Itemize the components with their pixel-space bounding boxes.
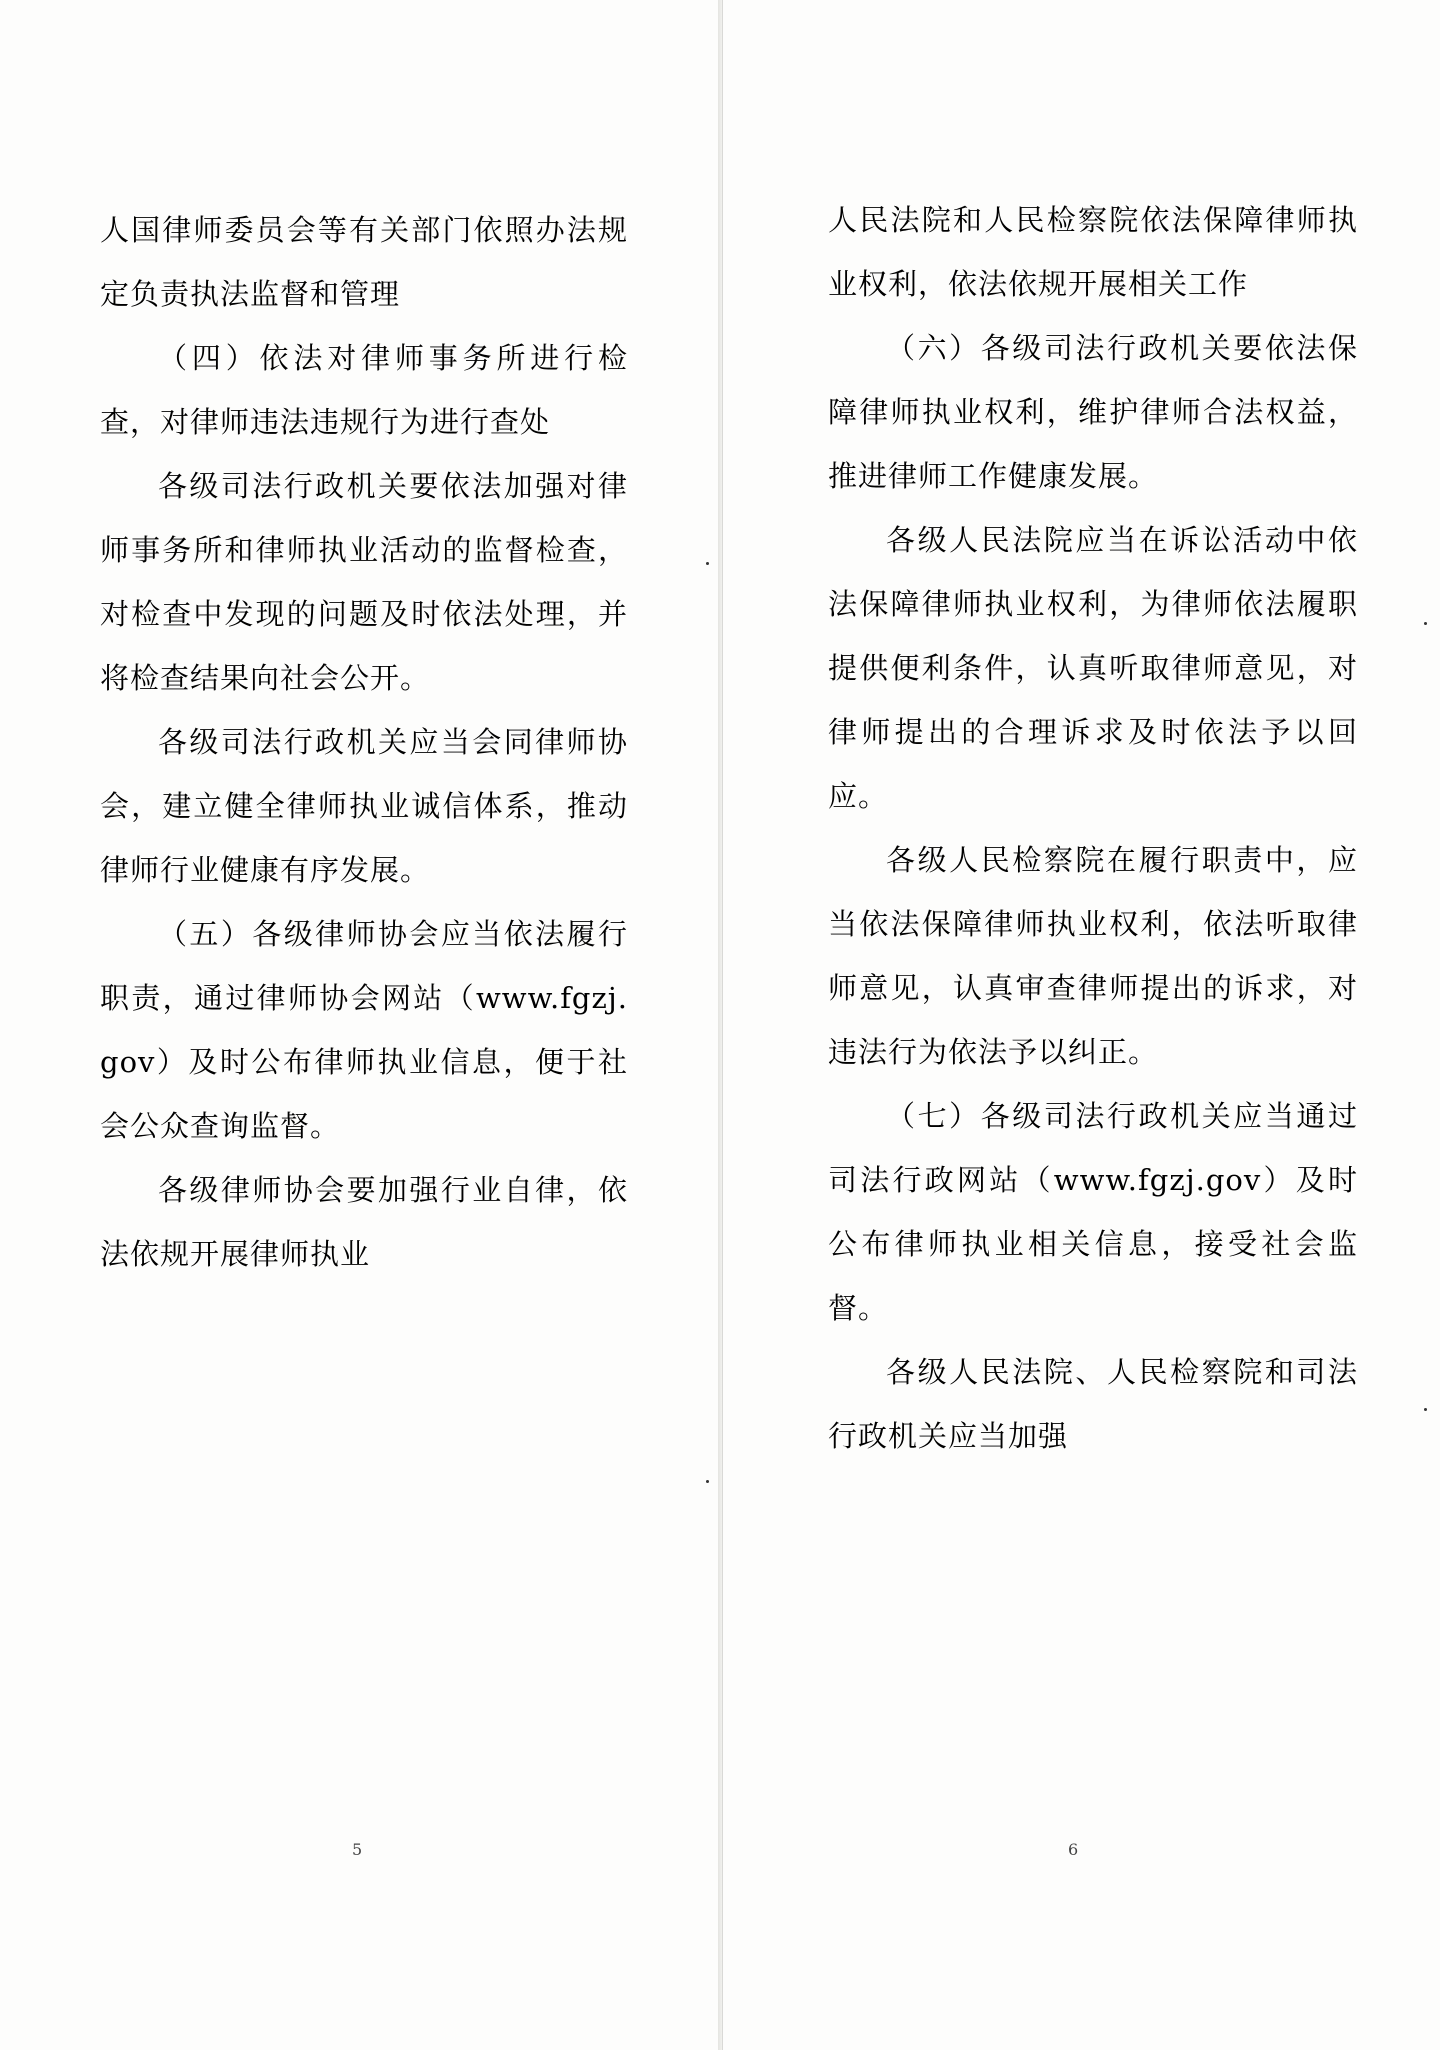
right-paragraph-6: 各级人民法院、人民检察院和司法行政机关应当加强 (828, 1355, 1358, 1453)
right-paragraph-3: 各级人民法院应当在诉讼活动中依法保障律师执业权利，为律师依法履职提供便利条件，认真听取律师意见，对律师提出的合理诉求及时依法予以回应。 (828, 523, 1358, 813)
left-paragraph-6: 各级律师协会要加强行业自律，依法依规开展律师执业 (100, 1173, 628, 1271)
right-page-number: 6 (1068, 1840, 1079, 1859)
left-paragraph-2: （四）依法对律师事务所进行检查，对律师违法违规行为进行查处 (100, 341, 628, 439)
scan-speck (1424, 1408, 1427, 1411)
left-paragraph-3: 各级司法行政机关要依法加强对律师事务所和律师执业活动的监督检查，对检查中发现的问题及时依法处理，并将检查结果向社会公开。 (100, 469, 628, 695)
right-paragraph-4: 各级人民检察院在履行职责中，应当依法保障律师执业权利，依法听取律师意见，认真审查律师提出的诉求，对违法行为依法予以纠正。 (828, 843, 1358, 1069)
left-page (0, 0, 718, 2050)
scan-speck (1424, 622, 1427, 625)
right-paragraph-1: 人民法院和人民检察院依法保障律师执业权利，依法依规开展相关工作 (828, 203, 1358, 301)
left-paragraph-1: 人国律师委员会等有关部门依照办法规定负责执法监督和管理 (100, 213, 628, 311)
right-paragraph-2: （六）各级司法行政机关要依法保障律师执业权利，维护律师合法权益，推进律师工作健康发展。 (828, 331, 1358, 493)
right-page (722, 0, 1440, 2050)
right-paragraph-5: （七）各级司法行政机关应当通过司法行政网站（www.fgzj.gov）及时公布律师执业相关信息，接受社会监督。 (828, 1099, 1358, 1325)
scan-speck (706, 1480, 709, 1483)
scan-speck (706, 562, 709, 565)
left-paragraph-4: 各级司法行政机关应当会同律师协会，建立健全律师执业诚信体系，推动律师行业健康有序发展。 (100, 725, 628, 887)
left-paragraph-5: （五）各级律师协会应当依法履行职责，通过律师协会网站（www.fgzj.gov）及时公布律师执业信息，便于社会公众查询监督。 (100, 917, 628, 1143)
left-page-number: 5 (352, 1840, 363, 1859)
